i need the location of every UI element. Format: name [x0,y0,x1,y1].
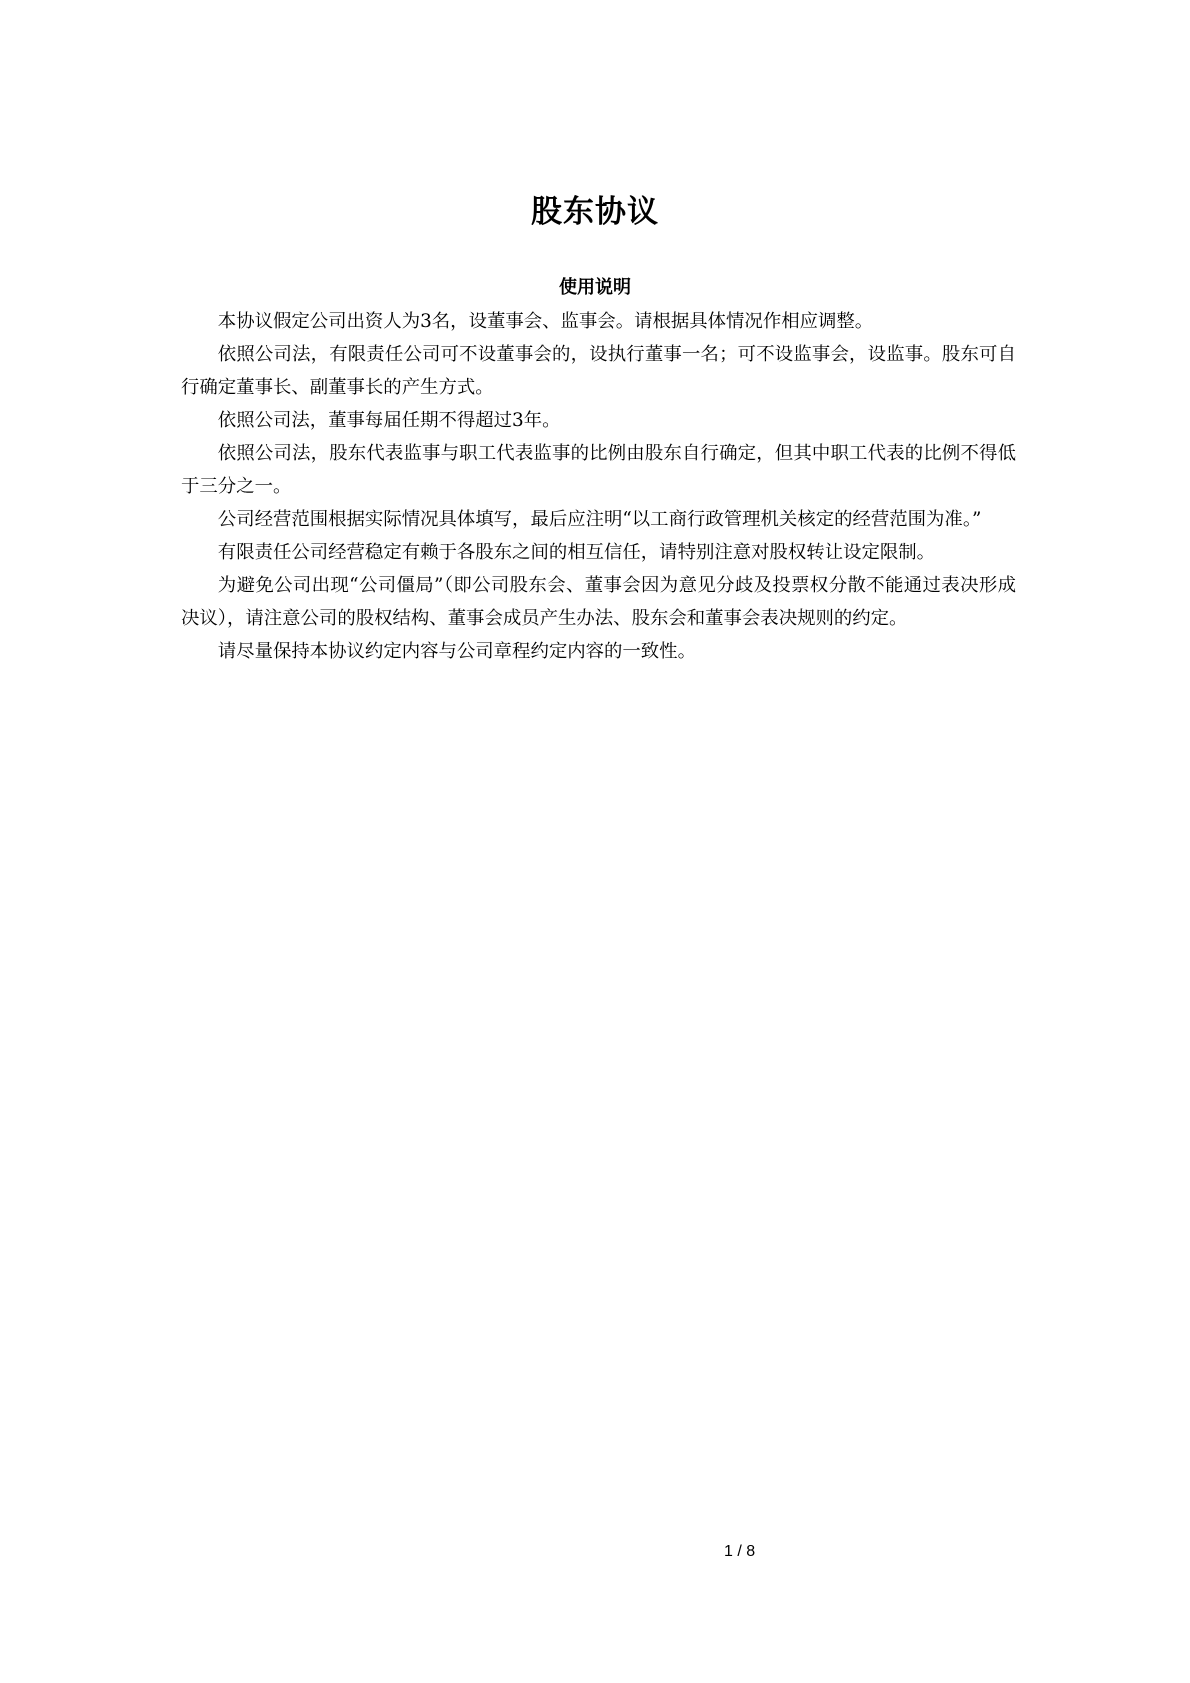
paragraph: 本协议假定公司出资人为3名，设董事会、监事会。请根据具体情况作相应调整。 [217,311,874,332]
paragraph: 有限责任公司经营稳定有赖于各股东之间的相互信任，请特别注意对股权转让设定限制。 [217,542,936,563]
paragraph: 公司经营范围根据实际情况具体填写，最后应注明“以工商行政管理机关核定的经营范围为准。” [217,509,982,530]
document-body [181,305,1016,668]
section-heading: 使用说明 [559,277,631,298]
paragraph: 依照公司法，股东代表监事与职工代表监事的比例由股东自行确定，但其中职工代表的比例不得低于三分之一。 [181,443,1016,497]
paragraph: 依照公司法，董事每届任期不得超过3年。 [217,410,561,431]
page-number: 1 / 8 [724,1543,756,1560]
paragraph: 请尽量保持本协议约定内容与公司章程约定内容的一致性。 [217,641,696,662]
paragraph: 为避免公司出现“公司僵局”（即公司股东会、董事会因为意见分歧及投票权分散不能通过表决形成决议），请注意公司的股权结构、董事会成员产生办法、股东会和董事会表决规则的约定。 [181,575,1016,629]
paragraph: 依照公司法，有限责任公司可不设董事会的，设执行董事一名；可不设监事会，设监事。股东可自行确定董事长、副董事长的产生方式。 [181,344,1016,398]
document-title: 股东协议 [531,194,659,230]
